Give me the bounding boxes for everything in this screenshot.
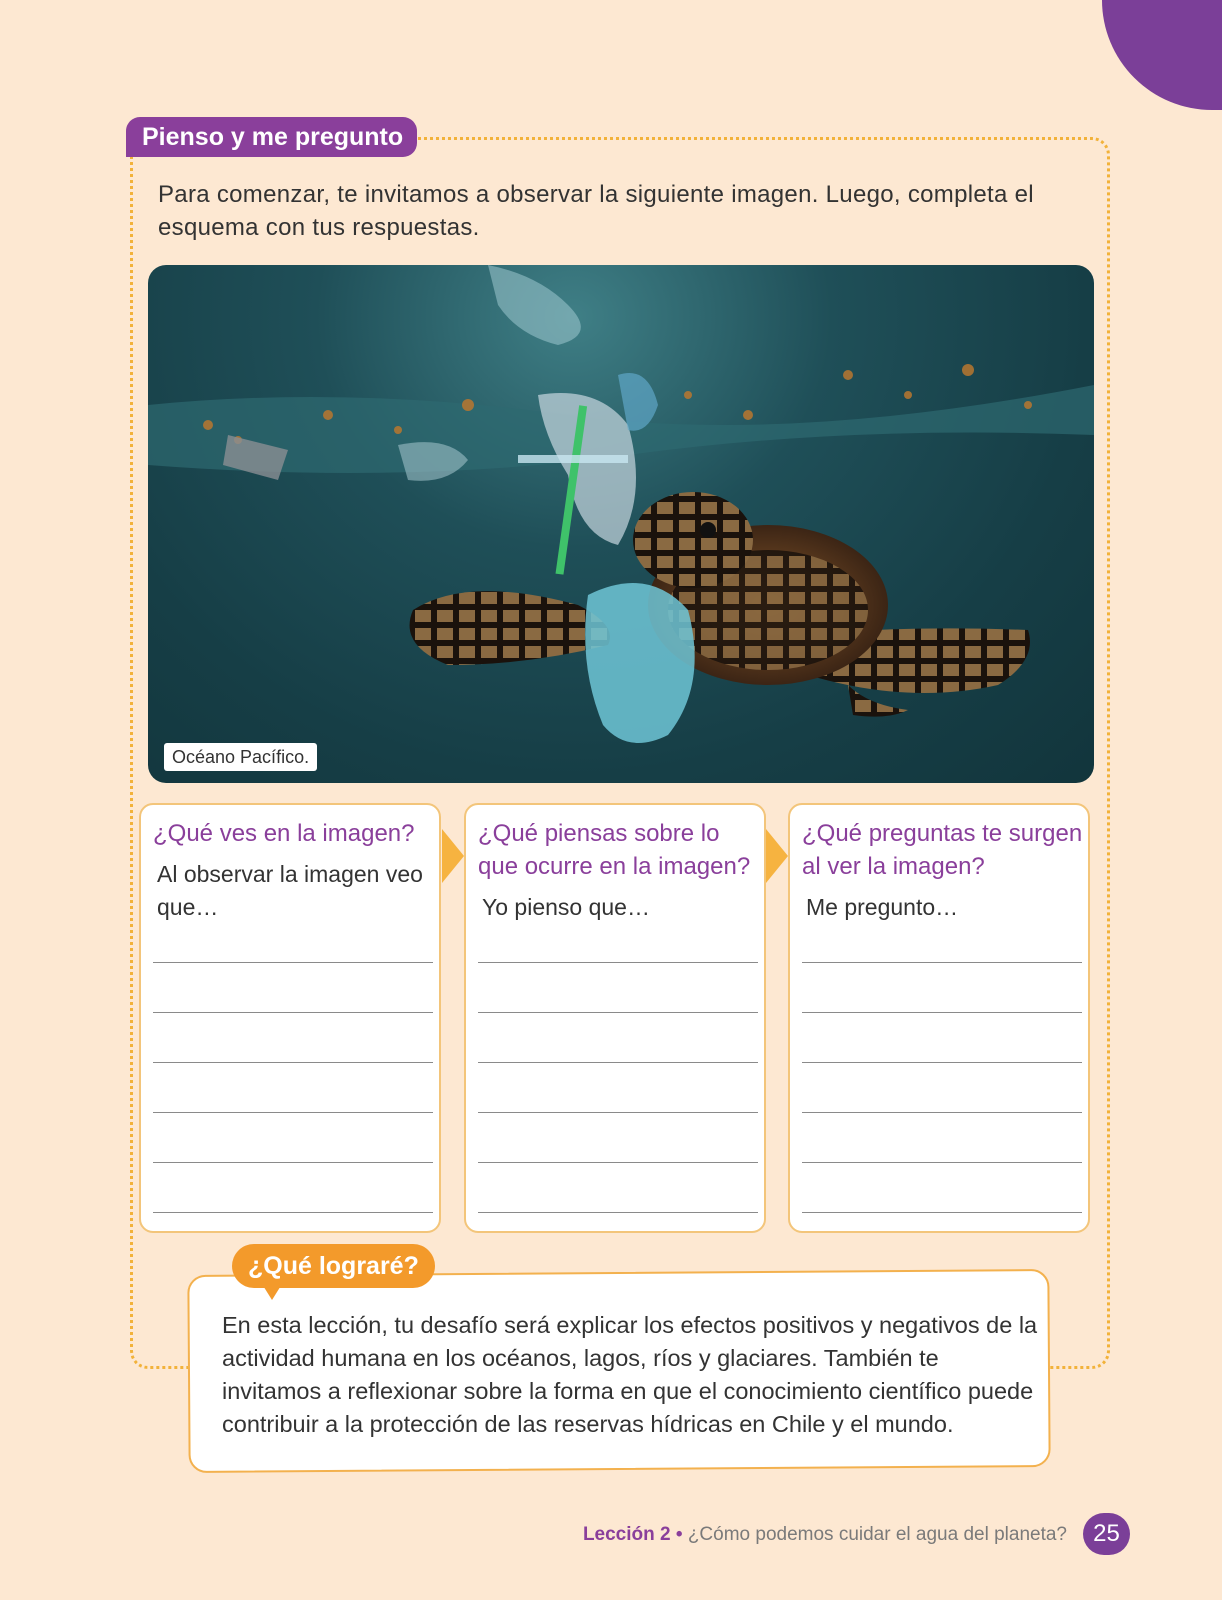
question-box-observe <box>139 803 441 1233</box>
photo-caption: Océano Pacífico. <box>164 743 317 771</box>
answer-line[interactable] <box>153 1112 433 1113</box>
sea-turtle-illustration <box>148 265 1094 783</box>
page-footer <box>583 1524 1067 1546</box>
answer-line[interactable] <box>802 1012 1082 1013</box>
arrow-right-icon <box>442 829 464 883</box>
answer-line[interactable] <box>478 1062 758 1063</box>
answer-line[interactable] <box>478 1012 758 1013</box>
answer-line[interactable] <box>153 1012 433 1013</box>
answer-prompt: Al observar la imagen veo que… <box>157 861 423 920</box>
answer-line[interactable] <box>478 1112 758 1113</box>
lesson-title: ¿Cómo podemos cuidar el agua del planeta? <box>687 1524 1067 1545</box>
section-tag: Pienso y me pregunto <box>126 117 417 157</box>
question-title: ¿Qué piensas sobre lo que ocurre en la imagen? <box>478 820 751 880</box>
answer-line[interactable] <box>802 1162 1082 1163</box>
turtle-photo <box>148 265 1094 783</box>
answer-prompt: Me pregunto… <box>806 894 959 920</box>
answer-line[interactable] <box>478 1162 758 1163</box>
question-title: ¿Qué preguntas te surgen al ver la imagen? <box>802 820 1083 880</box>
answer-line[interactable] <box>478 962 758 963</box>
goal-text: En esta lección, tu desafío será explicar los efectos positivos y negativos de la actividad humana en los océanos, lagos, ríos y glaciares. También te invitamos a reflexionar sobre la forma en que el conocimiento científico puede contribuir a la protección de las reservas hídricas en Chile y el mundo. <box>222 1312 1038 1437</box>
footer-separator: • <box>675 1524 683 1545</box>
lesson-label: Lección 2 <box>582 1524 671 1545</box>
answer-line[interactable] <box>153 1062 433 1063</box>
arrow-right-icon <box>766 829 788 883</box>
answer-line[interactable] <box>802 1212 1082 1213</box>
question-title: ¿Qué ves en la imagen? <box>153 820 415 847</box>
answer-line[interactable] <box>153 962 433 963</box>
answer-line[interactable] <box>802 1112 1082 1113</box>
answer-line[interactable] <box>802 1062 1082 1063</box>
answer-prompt: Yo pienso que… <box>482 894 650 920</box>
answer-line[interactable] <box>153 1212 433 1213</box>
answer-line[interactable] <box>802 962 1082 963</box>
intro-paragraph: Para comenzar, te invitamos a observar la siguiente imagen. Luego, completa el esquema con tus respuestas. <box>158 181 1034 241</box>
question-box-wonder <box>788 803 1090 1233</box>
answer-line[interactable] <box>153 1162 433 1163</box>
goal-tag: ¿Qué lograré? <box>232 1244 435 1288</box>
page-number: 25 <box>1083 1513 1130 1555</box>
answer-line[interactable] <box>478 1212 758 1213</box>
corner-decoration <box>1102 0 1222 110</box>
question-box-think <box>464 803 766 1233</box>
